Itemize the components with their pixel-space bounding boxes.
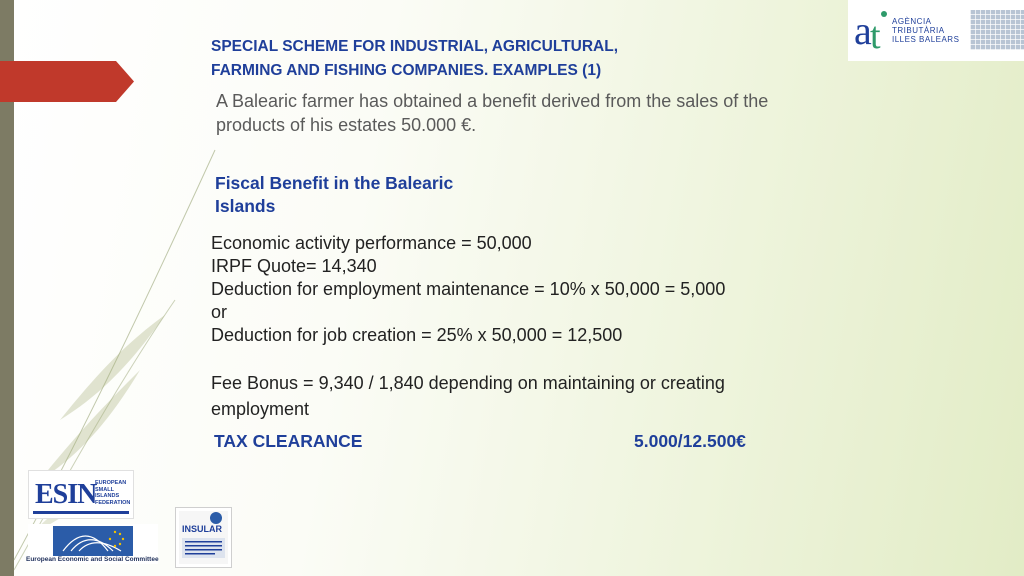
subtitle-line-1: Fiscal Benefit in the Balearic bbox=[215, 173, 454, 193]
title-line-1: SPECIAL SCHEME FOR INDUSTRIAL, AGRICULTURAL, bbox=[211, 38, 619, 55]
esin-underline bbox=[33, 511, 129, 514]
atib-pattern bbox=[970, 10, 1024, 50]
calc-line-creation: Deduction for job creation = 25% x 50,000 = 12,500 bbox=[211, 325, 623, 345]
esin-sub-1: EUROPEAN bbox=[95, 480, 127, 486]
insular-logo bbox=[175, 507, 232, 568]
page-title bbox=[211, 35, 618, 83]
atib-line-3: ILLES BALEARS bbox=[892, 35, 960, 44]
calc-line-irpf: IRPF Quote= 14,340 bbox=[211, 256, 377, 276]
section-subtitle bbox=[215, 172, 453, 218]
intro-line-2: products of his estates 50.000 €. bbox=[216, 115, 477, 135]
esin-logo bbox=[28, 470, 134, 519]
subtitle-line-2: Islands bbox=[215, 196, 276, 216]
atib-emblem-icon bbox=[852, 6, 892, 56]
insular-emblem-icon bbox=[176, 508, 231, 567]
eesc-emblem-icon bbox=[53, 526, 133, 556]
atib-logo bbox=[848, 0, 1024, 61]
intro-text bbox=[216, 89, 906, 137]
calculation-lines bbox=[211, 232, 725, 347]
tax-clearance-label: TAX CLEARANCE bbox=[214, 431, 363, 451]
intro-line-1: A Balearic farmer has obtained a benefit derived from the sales of the bbox=[216, 91, 769, 111]
esin-sub-4: FEDERATION bbox=[95, 499, 131, 506]
calc-line-or: or bbox=[211, 302, 228, 322]
svg-text:a: a bbox=[854, 8, 872, 53]
esin-sub-2: SMALL bbox=[95, 486, 114, 493]
red-title-tab bbox=[0, 61, 134, 102]
fee-line-1: Fee Bonus = 9,340 / 1,840 depending on maintaining or creating bbox=[211, 373, 725, 393]
atib-line-1: AGÈNCIA bbox=[892, 17, 932, 26]
tax-clearance-value: 5.000/12.500€ bbox=[634, 431, 746, 451]
atib-logo-text bbox=[892, 17, 959, 44]
svg-text:t: t bbox=[870, 15, 881, 56]
calc-line-maintenance: Deduction for employment maintenance = 10% x 50,000 = 5,000 bbox=[211, 279, 726, 299]
insular-wordmark: INSULAR bbox=[182, 524, 222, 534]
calc-line-performance: Economic activity performance = 50,000 bbox=[211, 233, 532, 253]
atib-line-2: TRIBUTÀRIA bbox=[892, 26, 945, 35]
esin-wordmark: ESIN bbox=[35, 479, 97, 510]
fee-bonus-text bbox=[211, 370, 851, 422]
esin-subtitle bbox=[95, 480, 130, 506]
fee-line-2: employment bbox=[211, 399, 310, 419]
eesc-caption: European Economic and Social Committee bbox=[26, 556, 159, 563]
esin-sub-3: ISLANDS bbox=[95, 493, 120, 499]
title-line-2: FARMING AND FISHING COMPANIES. EXAMPLES (1) bbox=[211, 62, 602, 79]
